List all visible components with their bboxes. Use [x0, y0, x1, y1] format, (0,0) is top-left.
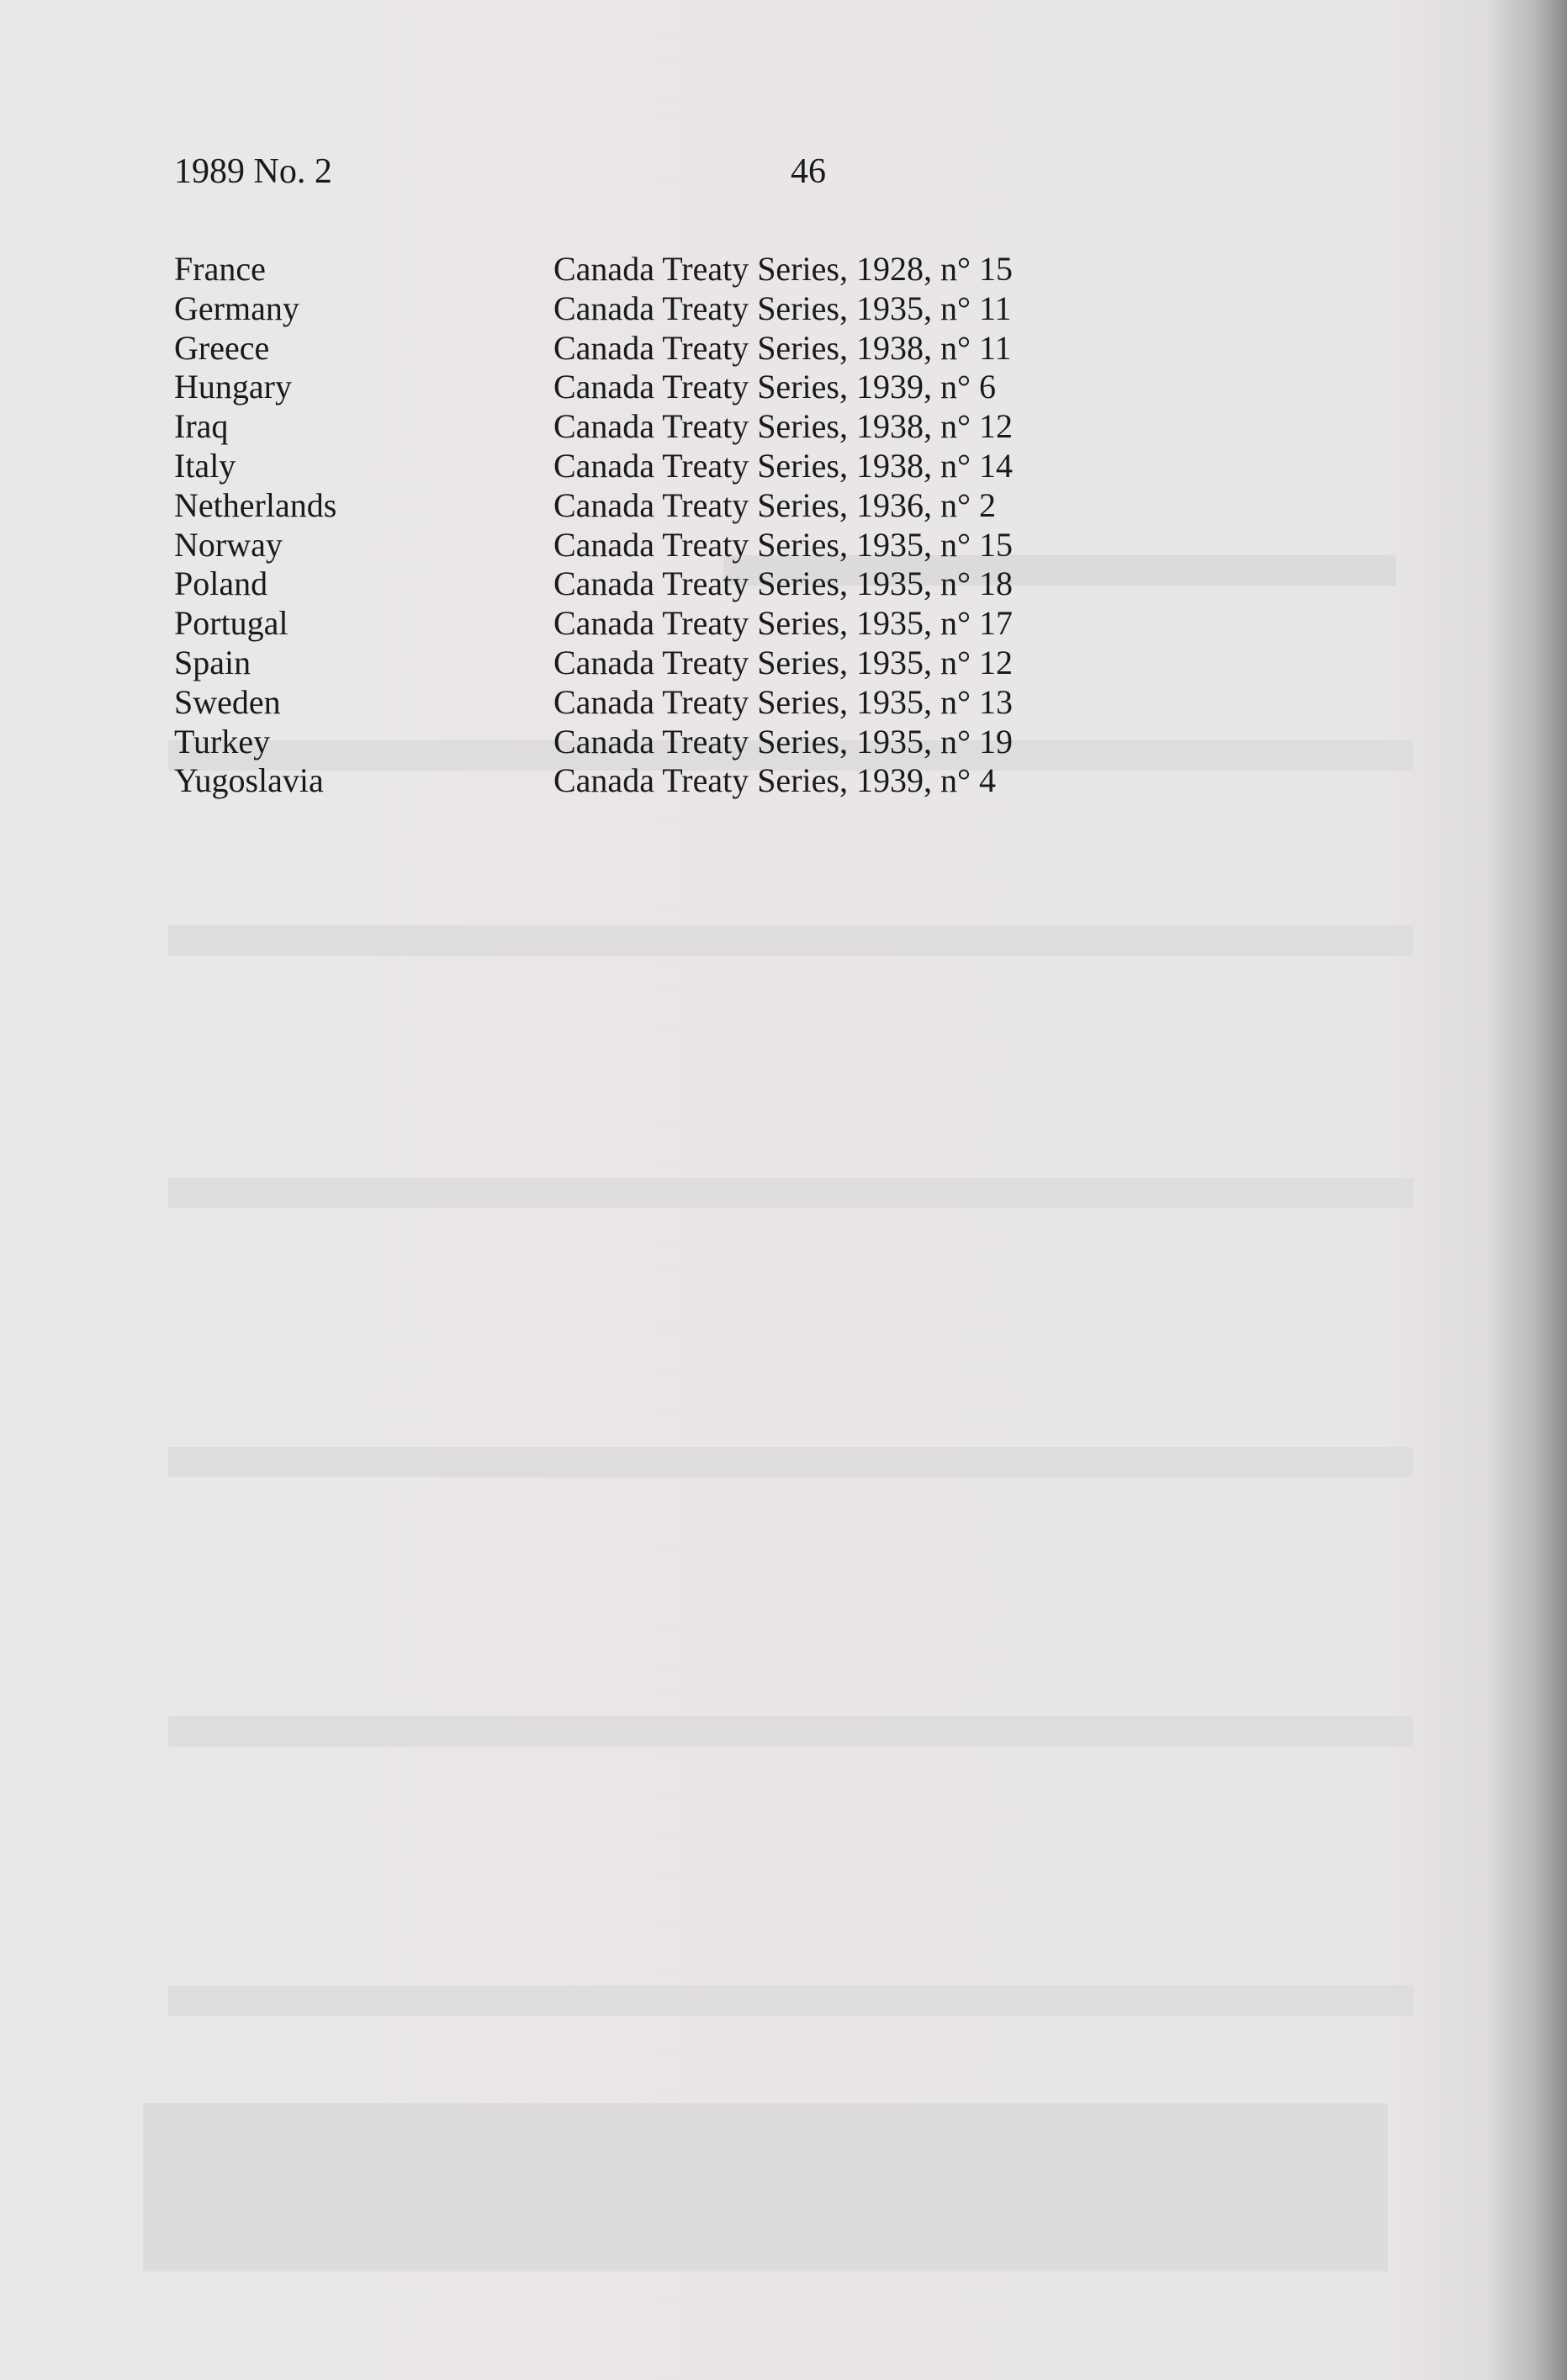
bleed-through-shadow [168, 1178, 1413, 1208]
country-name: Spain [174, 643, 251, 681]
treaty-reference: Canada Treaty Series, 1939, n° 4 [553, 761, 996, 800]
country-name: Poland [174, 565, 268, 603]
country-name: Hungary [174, 368, 292, 406]
bleed-through-shadow [143, 2103, 1388, 2271]
bleed-through-shadow [168, 1716, 1413, 1747]
treaty-reference: Canada Treaty Series, 1935, n° 13 [553, 682, 1013, 721]
bleed-through-shadow [168, 925, 1413, 956]
country-name: Norway [174, 525, 283, 564]
treaty-reference: Canada Treaty Series, 1938, n° 11 [553, 328, 1012, 367]
country-name: Yugoslavia [174, 761, 324, 800]
country-name: Germany [174, 289, 299, 327]
treaty-reference: Canada Treaty Series, 1938, n° 12 [553, 407, 1013, 446]
country-name: Italy [174, 446, 236, 485]
treaty-reference: Canada Treaty Series, 1935, n° 17 [553, 604, 1013, 643]
country-name: Sweden [174, 682, 281, 721]
country-name: Portugal [174, 604, 289, 643]
page-number: 46 [791, 152, 826, 191]
treaty-reference: Canada Treaty Series, 1935, n° 18 [553, 565, 1013, 603]
treaty-reference: Canada Treaty Series, 1936, n° 2 [553, 485, 996, 524]
treaty-reference: Canada Treaty Series, 1935, n° 19 [553, 722, 1013, 761]
treaty-reference: Canada Treaty Series, 1935, n° 15 [553, 525, 1013, 564]
treaty-reference: Canada Treaty Series, 1928, n° 15 [553, 250, 1013, 288]
country-name: Greece [174, 328, 270, 367]
treaty-reference: Canada Treaty Series, 1935, n° 11 [553, 289, 1012, 327]
country-name: Turkey [174, 722, 271, 761]
bleed-through-shadow [168, 1985, 1413, 2016]
treaty-reference: Canada Treaty Series, 1938, n° 14 [553, 446, 1013, 485]
series-number: 1989 No. 2 [174, 152, 332, 191]
country-name: Iraq [174, 407, 229, 446]
country-name: France [174, 250, 266, 288]
bleed-through-shadow [168, 1447, 1413, 1477]
treaty-reference: Canada Treaty Series, 1939, n° 6 [553, 368, 996, 406]
country-name: Netherlands [174, 485, 337, 524]
treaty-reference: Canada Treaty Series, 1935, n° 12 [553, 643, 1013, 681]
